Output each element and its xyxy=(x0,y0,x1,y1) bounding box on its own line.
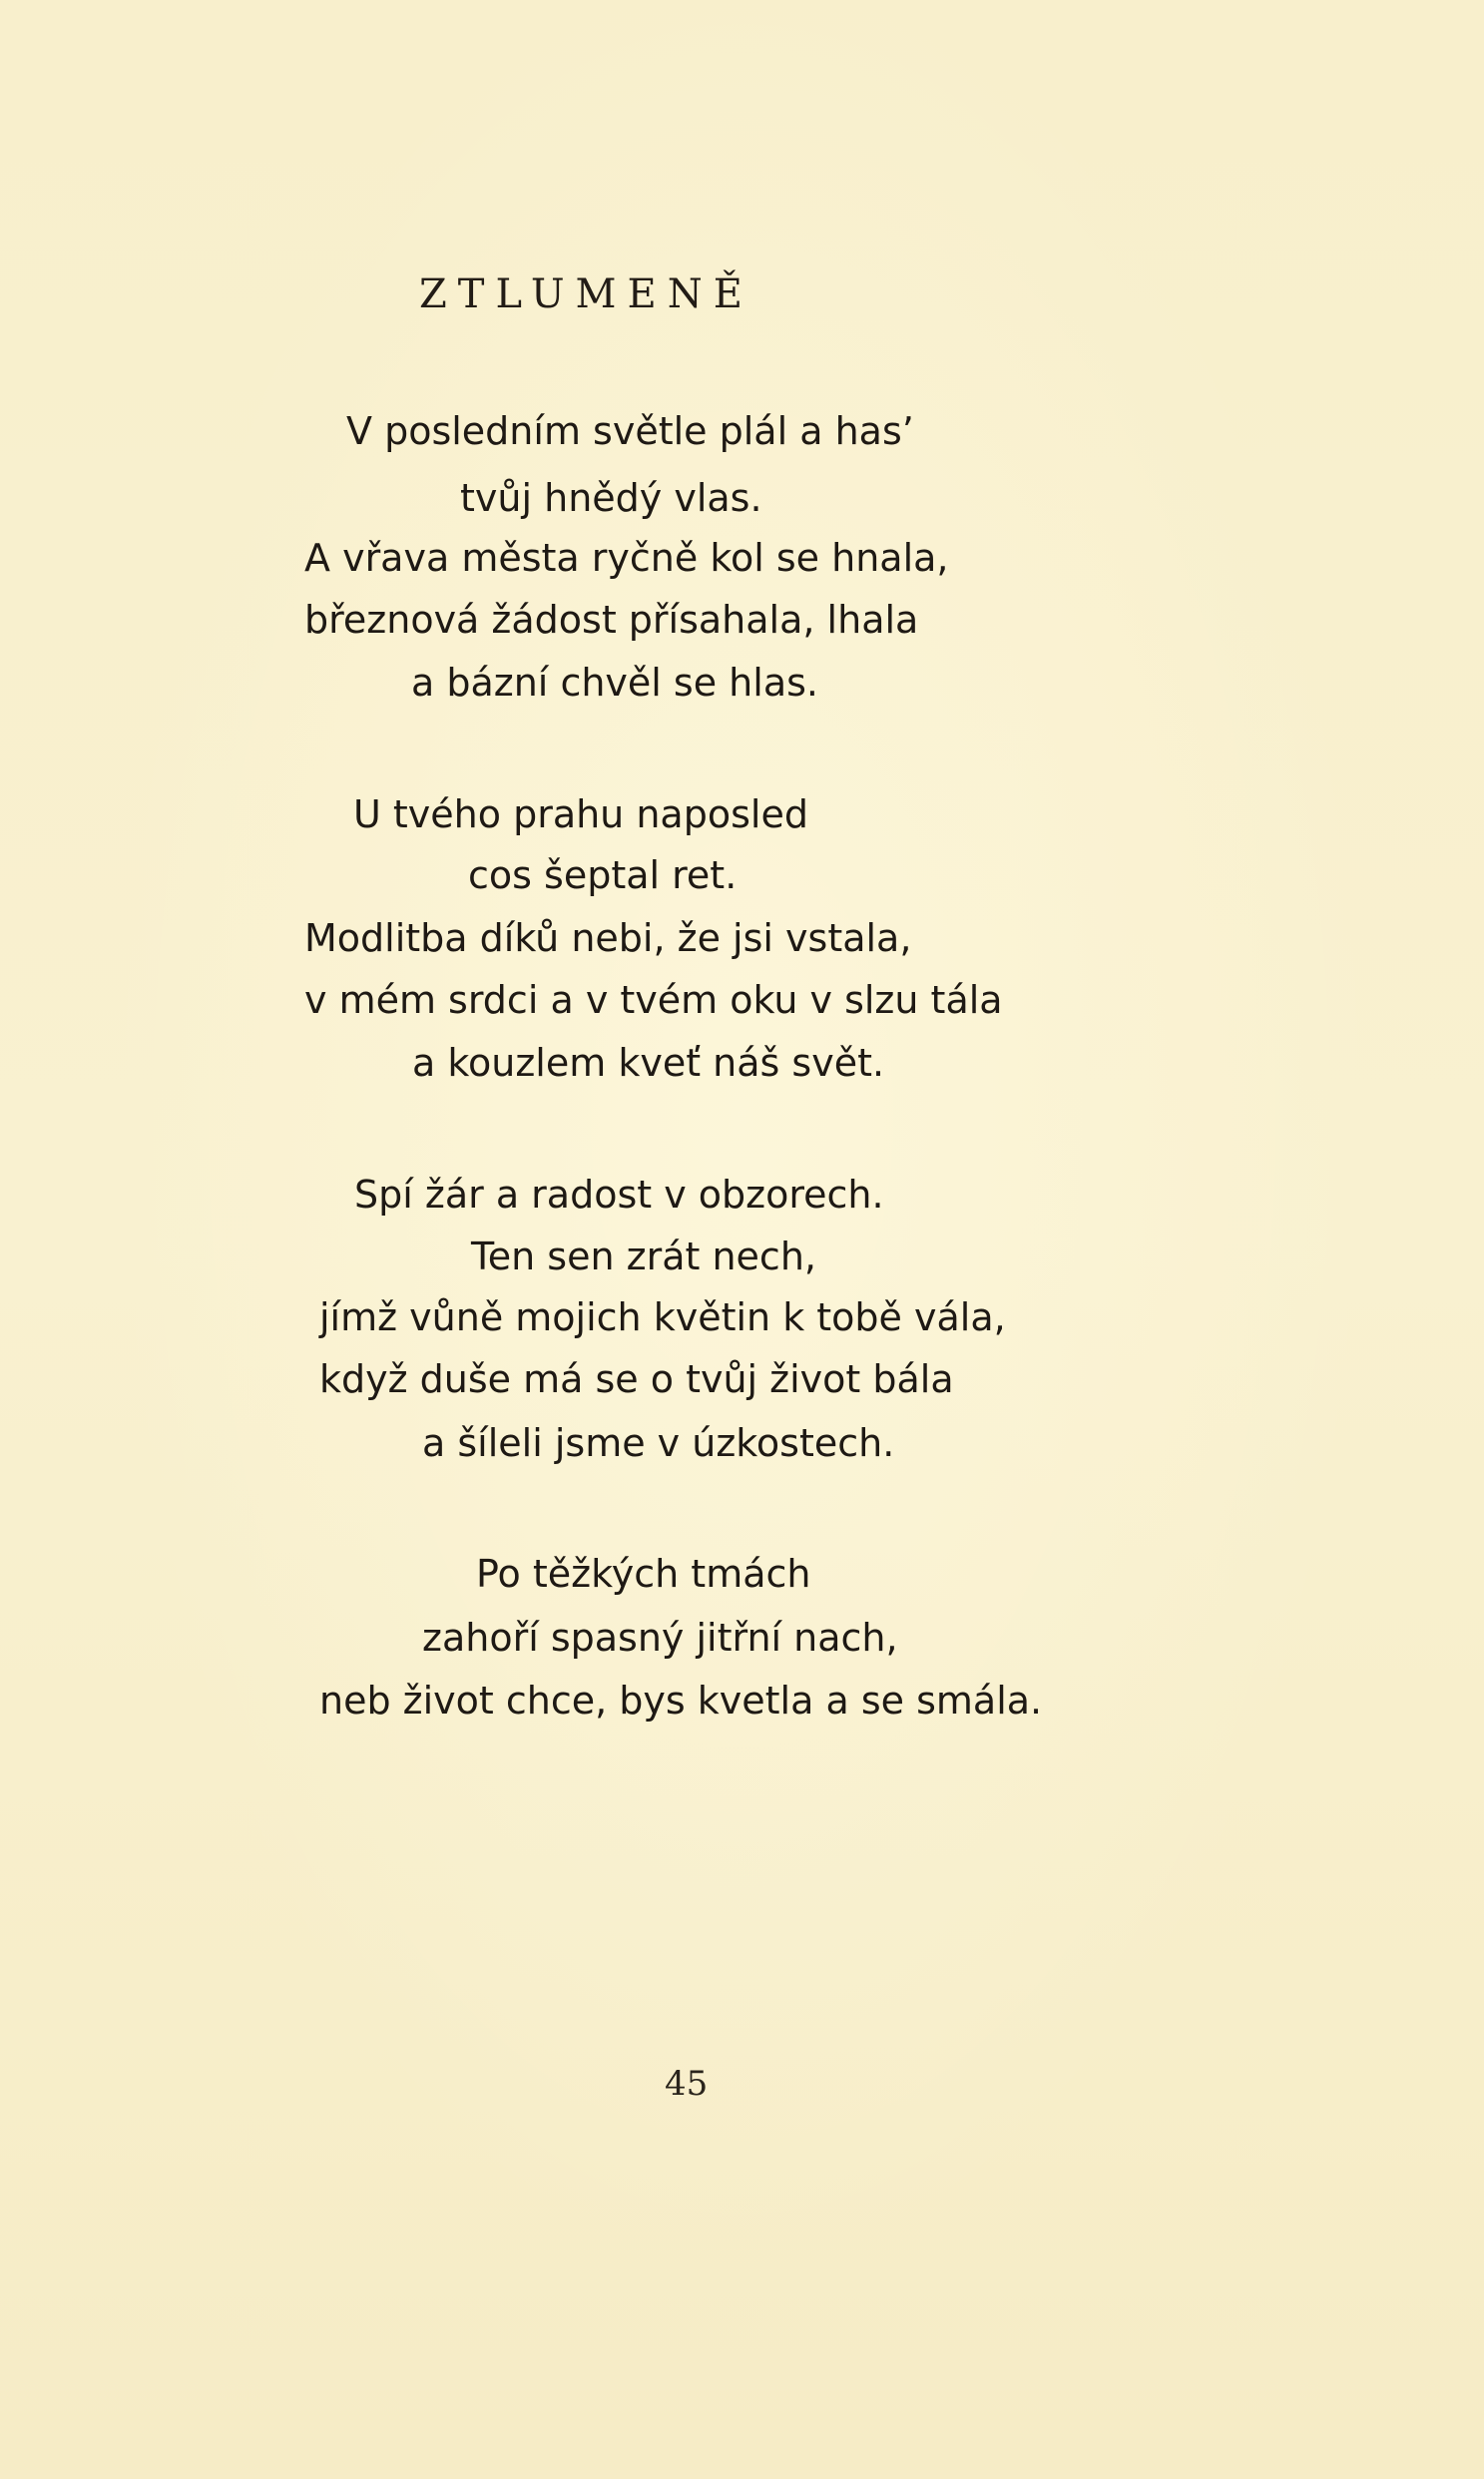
poem-line: Modlitba díků nebi, že jsi vstala, xyxy=(304,916,912,960)
poem-line: v mém srdci a v tvém oku v slzu tála xyxy=(304,978,1003,1022)
poem-line: zahoří spasný jitřní nach, xyxy=(422,1616,898,1660)
poem-line: V posledním světle plál a has’ xyxy=(346,409,914,453)
poem-line: a kouzlem kveť náš svět. xyxy=(412,1041,885,1085)
poem-line: a bázní chvěl se hlas. xyxy=(411,661,818,705)
poem-line: březnová žádost přísahala, lhala xyxy=(304,598,919,642)
poem-line: Spí žár a radost v obzorech. xyxy=(354,1173,884,1217)
page-number: 45 xyxy=(665,2064,709,2104)
poem-line: když duše má se o tvůj život bála xyxy=(319,1357,954,1401)
poem-line: neb život chce, bys kvetla a se smála. xyxy=(319,1679,1043,1723)
poem-line: jímž vůně mojich květin k tobě vála, xyxy=(319,1295,1006,1339)
poem-line: A vřava města ryčně kol se hnala, xyxy=(304,536,949,580)
poem-line: tvůj hnědý vlas. xyxy=(460,476,762,520)
poem-line: cos šeptal ret. xyxy=(468,853,738,897)
poem-line: Ten sen zrát nech, xyxy=(471,1235,816,1278)
poem-line: U tvého prahu naposled xyxy=(353,792,808,836)
poem-title: ZTLUMENĚ xyxy=(419,271,753,317)
poem-line: Po těžkých tmách xyxy=(476,1552,811,1596)
poem-line: a šíleli jsme v úzkostech. xyxy=(422,1421,895,1465)
